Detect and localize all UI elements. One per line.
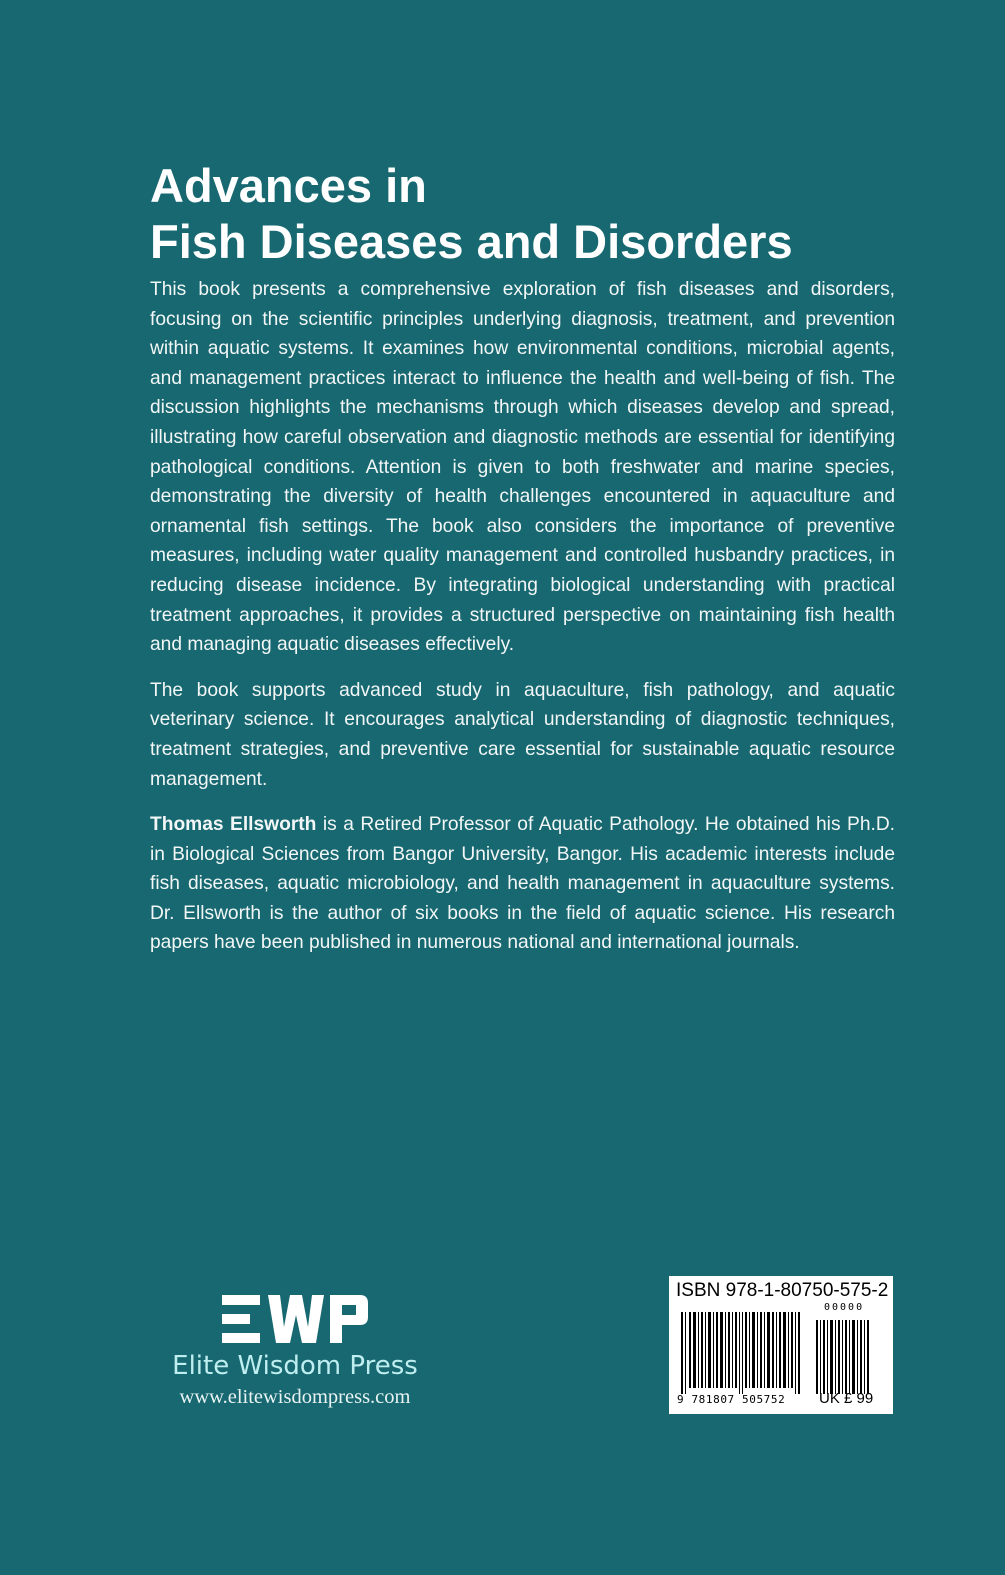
author-bio-paragraph	[150, 810, 895, 958]
audience-paragraph: The book supports advanced study in aquaculture, fish pathology, and aquatic veterinary science. It encourages analytical understanding of diagnostic techniques, treatment strategies, and preventive care essential for sustainable aquatic resource management.	[150, 679, 895, 790]
barcode-digits: 9 781807 505752	[677, 1393, 786, 1406]
publisher-block	[150, 1293, 440, 1411]
price-label: UK £ 99	[819, 1390, 874, 1407]
book-title	[150, 158, 910, 270]
publisher-website: www.elitewisdompress.com	[179, 1386, 411, 1408]
author-name: Thomas Ellsworth	[150, 814, 317, 836]
description-paragraph: This book presents a comprehensive exploration of fish diseases and disorders, focusing on the scientific principles underlying diagnosis, treatment, and prevention within aquatic systems. It examines how environmental conditions, microbial agents, and management practices interact to influence the health and well-being of fish. The discussion highlights the mechanisms through which diseases develop and spread, illustrating how careful observation and diagnostic methods are essential for identifying pathological conditions. Attention is given to both freshwater and marine species, demonstrating the diversity of health challenges encountered in aquaculture and ornamental fish settings. The book also considers the importance of preventive measures, including water quality management and controlled husbandry practices, in reducing disease incidence. By integrating biological understanding with practical treatment approaches, it provides a structured perspective on maintaining fish health and managing aquatic diseases effectively.	[150, 279, 895, 656]
publisher-logo	[220, 1293, 370, 1345]
publisher-name: Elite Wisdom Press	[172, 1351, 418, 1381]
blurb	[150, 275, 895, 974]
isbn-barcode	[669, 1276, 893, 1414]
isbn-number: ISBN 978-1-80750-575-2	[676, 1280, 889, 1301]
barcode-addon-digits: 00000	[824, 1302, 865, 1313]
barcode-bars	[679, 1312, 889, 1394]
author-bio: is a Retired Professor of Aquatic Pathology. He obtained his Ph.D. in Biological Sciences from Bangor University, Bangor. His academic interests include fish diseases, aquatic microbiology, and health management in aquaculture systems. Dr. Ellsworth is the author of six books in the field of aquatic science. His research papers have been published in numerous national and international journals.	[150, 814, 896, 954]
title-line-1: Advances in	[150, 159, 427, 212]
title-line-2: Fish Diseases and Disorders	[150, 215, 793, 268]
